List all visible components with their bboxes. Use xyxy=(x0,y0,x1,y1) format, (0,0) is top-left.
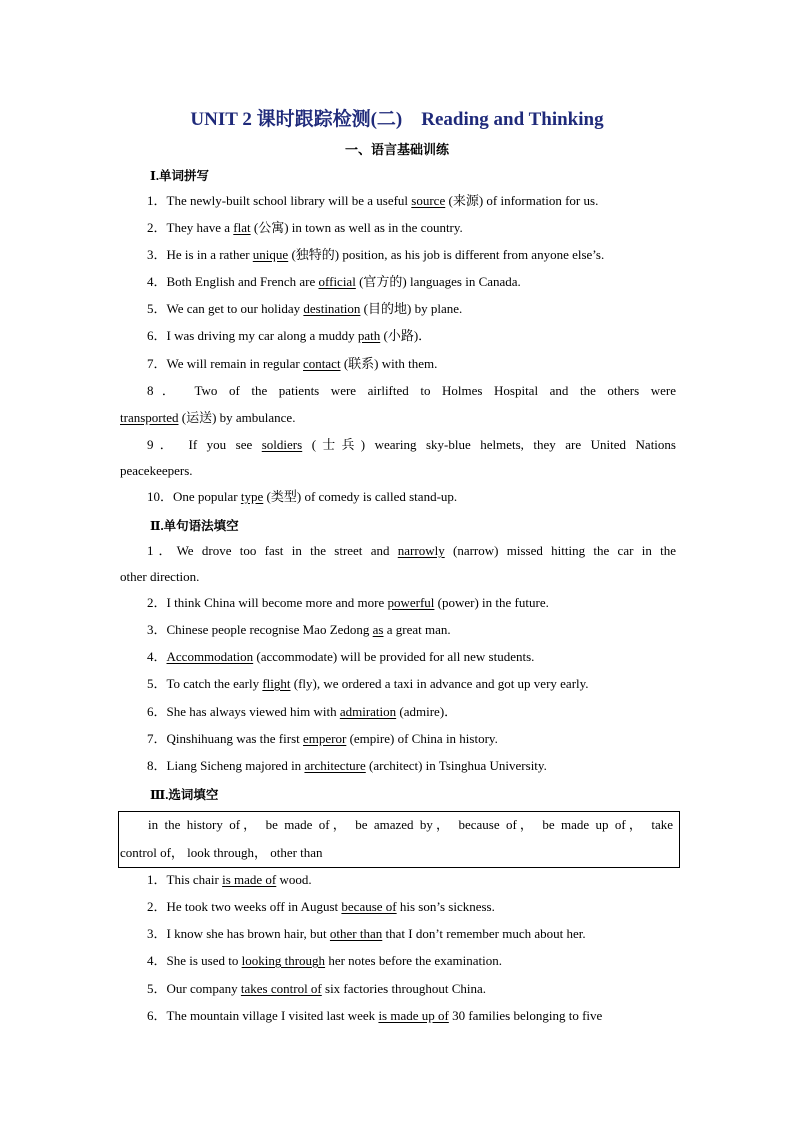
grammar-item: 8．Liang Sicheng majored in architecture (architect) in Tsinghua University. xyxy=(147,758,547,773)
grammar-item-continued: other direction. xyxy=(120,569,200,584)
word-box xyxy=(118,811,680,868)
answer: architecture xyxy=(304,758,366,773)
fill-item: 4．She is used to looking through her notes before the examination. xyxy=(147,953,502,968)
answer: powerful xyxy=(387,595,435,610)
answer: other than xyxy=(329,926,383,941)
fill-item: 5．Our company takes control of six factories throughout China. xyxy=(147,981,487,996)
answer: emperor xyxy=(303,731,347,746)
grammar-item: 4．Accommodation (accommodate) will be provided for all new students. xyxy=(147,649,535,664)
answer: type xyxy=(240,489,264,504)
answer: is made up of xyxy=(378,1008,449,1023)
answer: source xyxy=(411,193,446,208)
spelling-item: 5．We can get to our holiday destination (目的地) by plane. xyxy=(147,301,463,316)
answer: Accommodation xyxy=(166,649,254,664)
spelling-item: 4．Both English and French are official (官方的) languages in Canada. xyxy=(147,274,521,289)
answer: flat xyxy=(233,220,251,235)
grammar-item: 7．Qinshihuang was the first emperor (empire) of China in history. xyxy=(147,731,498,746)
grammar-item: 2．I think China will become more and more powerful (power) in the future. xyxy=(147,595,549,610)
grammar-item: 1．We drove too fast in the street and narrowly (narrow) missed hitting the car in the xyxy=(147,543,676,558)
page-title: UNIT 2 课时跟踪检测(二) Reading and Thinking xyxy=(190,109,604,130)
answer: admiration xyxy=(339,704,397,719)
answer: flight xyxy=(262,676,291,691)
answer: destination xyxy=(303,301,361,316)
answer: is made of xyxy=(222,872,277,887)
answer: narrowly xyxy=(397,543,445,558)
spelling-item-continued: peacekeepers. xyxy=(120,463,193,478)
answer: because of xyxy=(341,899,397,914)
fill-item: 6．The mountain village I visited last week is made up of 30 families belonging to five xyxy=(147,1008,603,1023)
answer: transported xyxy=(120,410,179,425)
grammar-item: 6．She has always viewed him with admiration (admire)． xyxy=(147,704,458,719)
grammar-item: 3．Chinese people recognise Mao Zedong as a great man. xyxy=(147,622,451,637)
fill-item: 3．I know she has brown hair, but other than that I don’t remember much about her. xyxy=(147,926,586,941)
fill-item: 2．He took two weeks off in August because of his son’s sickness. xyxy=(147,899,495,914)
answer: soldiers xyxy=(261,437,303,452)
section-heading-grammar: Ⅱ.单句语法填空 xyxy=(150,519,239,533)
word-box-row: in the history of， be made of， be amazed by， because of， be made up of， take xyxy=(148,817,673,832)
answer: contact xyxy=(303,356,341,371)
answer: unique xyxy=(252,247,289,262)
grammar-item: 5．To catch the early flight (fly), we ordered a taxi in advance and got up very early. xyxy=(147,676,589,691)
answer: takes control of xyxy=(240,981,322,996)
spelling-item: 6．I was driving my car along a muddy path (小路)． xyxy=(147,328,432,343)
answer: as xyxy=(372,622,384,637)
answer: looking through xyxy=(241,953,326,968)
word-box-row: control of， look through， other than xyxy=(120,845,323,860)
spelling-item: 9． If you see soldiers (士兵) wearing sky-blue helmets, they are United Nations xyxy=(147,437,676,452)
spelling-item: 7．We will remain in regular contact (联系) with them. xyxy=(147,356,438,371)
spelling-item: 1．The newly-built school library will be a useful source (来源) of information for us. xyxy=(147,193,599,208)
answer: official xyxy=(318,274,356,289)
part-heading: 一、语言基础训练 xyxy=(344,142,449,157)
spelling-item: 8． Two of the patients were airlifted to Holmes Hospital and the others were xyxy=(147,383,677,398)
answer: path xyxy=(357,328,381,343)
spelling-item: 3．He is in a rather unique (独特的) position, as his job is different from anyone else’s. xyxy=(147,247,605,262)
spelling-item: 10．One popular type (类型) of comedy is called stand-up. xyxy=(147,489,458,504)
section-heading-spelling: Ⅰ.单词拼写 xyxy=(150,169,209,183)
spelling-item: 2．They have a flat (公寓) in town as well as in the country. xyxy=(147,220,463,235)
spelling-item-continued: transported (运送) by ambulance. xyxy=(120,410,296,425)
section-heading-fill: Ⅲ.选词填空 xyxy=(150,788,219,802)
fill-item: 1．This chair is made of wood. xyxy=(147,872,312,887)
